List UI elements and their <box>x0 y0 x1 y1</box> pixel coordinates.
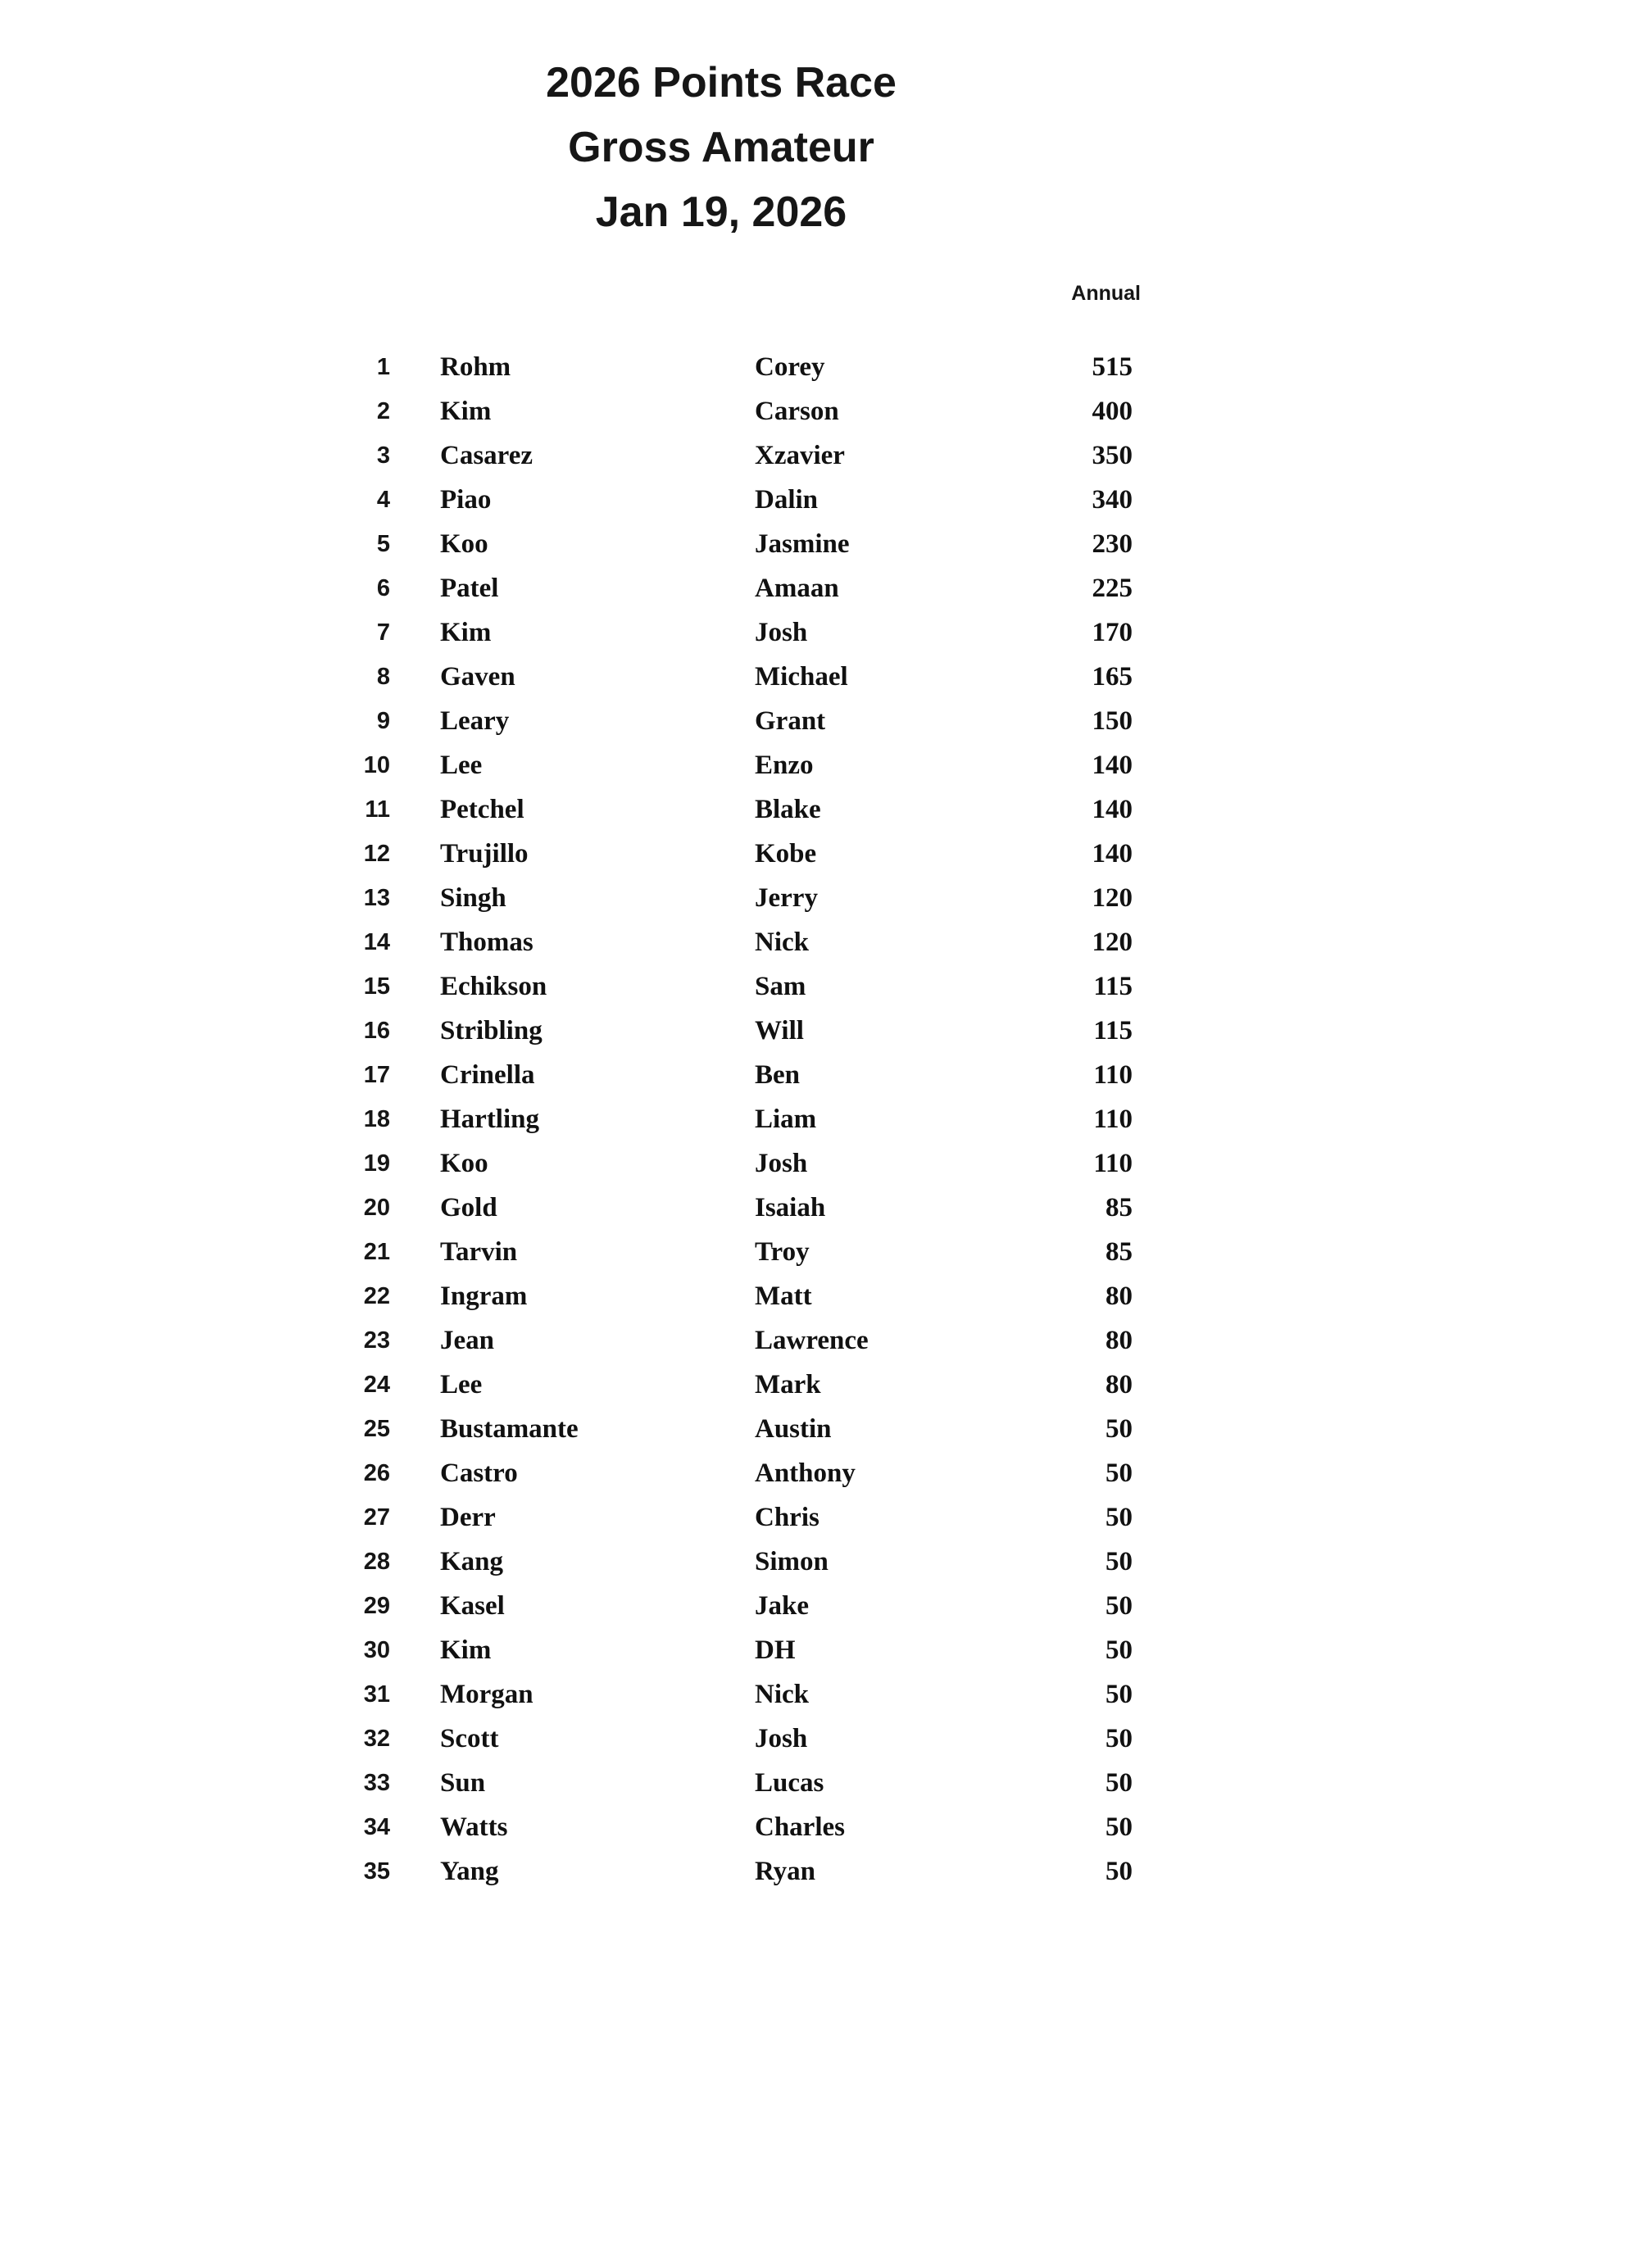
first-name-cell: Mark <box>755 1370 821 1399</box>
first-name-cell: Ryan <box>755 1857 816 1886</box>
first-name-cell: Josh <box>755 618 808 647</box>
points-cell: 50 <box>1106 1680 1133 1709</box>
rank-cell: 14 <box>363 929 390 955</box>
table-row <box>0 1053 1639 1097</box>
last-name-cell: Thomas <box>440 928 533 957</box>
first-name-cell: Amaan <box>755 574 839 603</box>
last-name-cell: Crinella <box>440 1060 535 1090</box>
points-cell: 80 <box>1106 1370 1133 1399</box>
rank-cell: 25 <box>363 1416 390 1442</box>
rank-cell: 29 <box>363 1593 390 1619</box>
document-title: 2026 Points Race <box>546 59 897 107</box>
rank-cell: 7 <box>376 619 390 646</box>
first-name-cell: Lawrence <box>755 1326 869 1355</box>
table-row <box>0 478 1639 522</box>
last-name-cell: Leary <box>440 706 510 736</box>
table-row <box>0 1230 1639 1274</box>
first-name-cell: Lucas <box>755 1768 824 1798</box>
last-name-cell: Piao <box>440 485 492 515</box>
rank-cell: 5 <box>376 531 390 557</box>
first-name-cell: Josh <box>755 1149 808 1178</box>
rank-cell: 11 <box>365 796 390 823</box>
points-cell: 515 <box>1092 352 1133 382</box>
points-cell: 170 <box>1092 618 1133 647</box>
rank-cell: 27 <box>363 1504 390 1531</box>
last-name-cell: Hartling <box>440 1105 539 1134</box>
points-cell: 110 <box>1093 1149 1133 1178</box>
points-cell: 50 <box>1106 1635 1133 1665</box>
table-row <box>0 1274 1639 1318</box>
last-name-cell: Tarvin <box>440 1237 518 1267</box>
table-row <box>0 1407 1639 1451</box>
rank-cell: 34 <box>363 1814 390 1840</box>
last-name-cell: Lee <box>440 751 483 780</box>
table-row <box>0 655 1639 699</box>
rank-cell: 9 <box>376 708 390 734</box>
first-name-cell: Charles <box>755 1812 845 1842</box>
first-name-cell: Anthony <box>755 1458 856 1488</box>
points-cell: 140 <box>1092 751 1133 780</box>
rank-cell: 30 <box>363 1637 390 1663</box>
last-name-cell: Koo <box>440 529 488 559</box>
rank-cell: 4 <box>376 487 390 513</box>
last-name-cell: Gaven <box>440 662 515 692</box>
rank-cell: 2 <box>376 398 390 424</box>
first-name-cell: Michael <box>755 662 848 692</box>
table-row <box>0 345 1639 389</box>
document-date: Jan 19, 2026 <box>595 188 847 236</box>
table-row <box>0 1628 1639 1672</box>
last-name-cell: Koo <box>440 1149 488 1178</box>
rank-cell: 31 <box>363 1681 390 1708</box>
last-name-cell: Gold <box>440 1193 497 1222</box>
first-name-cell: Josh <box>755 1724 808 1753</box>
rank-cell: 24 <box>363 1372 390 1398</box>
first-name-cell: Corey <box>755 352 825 382</box>
rank-cell: 1 <box>376 354 390 380</box>
table-row <box>0 1318 1639 1363</box>
points-cell: 50 <box>1106 1591 1133 1621</box>
last-name-cell: Bustamante <box>440 1414 579 1444</box>
table-row <box>0 1672 1639 1717</box>
table-row <box>0 832 1639 876</box>
rank-cell: 32 <box>363 1726 390 1752</box>
first-name-cell: Isaiah <box>755 1193 826 1222</box>
first-name-cell: DH <box>755 1635 796 1665</box>
table-row <box>0 876 1639 920</box>
rank-cell: 35 <box>363 1858 390 1885</box>
points-cell: 80 <box>1106 1281 1133 1311</box>
table-row <box>0 433 1639 478</box>
rank-cell: 28 <box>363 1549 390 1575</box>
document-subtitle: Gross Amateur <box>568 124 874 171</box>
rank-cell: 23 <box>363 1327 390 1354</box>
last-name-cell: Rohm <box>440 352 511 382</box>
last-name-cell: Petchel <box>440 795 524 824</box>
first-name-cell: Carson <box>755 397 839 426</box>
rank-cell: 16 <box>363 1018 390 1044</box>
first-name-cell: Sam <box>755 972 806 1001</box>
last-name-cell: Kasel <box>440 1591 505 1621</box>
points-cell: 115 <box>1093 972 1133 1001</box>
rank-cell: 21 <box>363 1239 390 1265</box>
points-cell: 50 <box>1106 1547 1133 1576</box>
first-name-cell: Blake <box>755 795 821 824</box>
table-row <box>0 1540 1639 1584</box>
points-cell: 50 <box>1106 1857 1133 1886</box>
points-cell: 80 <box>1106 1326 1133 1355</box>
last-name-cell: Watts <box>440 1812 508 1842</box>
rank-cell: 8 <box>376 664 390 690</box>
first-name-cell: Dalin <box>755 485 819 515</box>
rank-cell: 12 <box>363 841 390 867</box>
last-name-cell: Ingram <box>440 1281 528 1311</box>
points-cell: 110 <box>1093 1105 1133 1134</box>
points-cell: 115 <box>1093 1016 1133 1046</box>
rank-cell: 10 <box>363 752 390 778</box>
table-row <box>0 743 1639 787</box>
table-row <box>0 1761 1639 1805</box>
table-row <box>0 1186 1639 1230</box>
table-row <box>0 522 1639 566</box>
column-header-annual: Annual <box>1071 282 1141 305</box>
table-row <box>0 1451 1639 1495</box>
last-name-cell: Patel <box>440 574 499 603</box>
points-cell: 120 <box>1092 883 1133 913</box>
rank-cell: 19 <box>363 1150 390 1177</box>
table-row <box>0 1141 1639 1186</box>
table-row <box>0 610 1639 655</box>
table-row <box>0 920 1639 964</box>
document-header <box>0 51 1442 245</box>
rank-cell: 33 <box>363 1770 390 1796</box>
first-name-cell: Simon <box>755 1547 829 1576</box>
points-cell: 140 <box>1092 795 1133 824</box>
points-cell: 350 <box>1092 441 1133 470</box>
first-name-cell: Troy <box>755 1237 810 1267</box>
table-row <box>0 1363 1639 1407</box>
rank-cell: 20 <box>363 1195 390 1221</box>
last-name-cell: Kim <box>440 397 492 426</box>
points-cell: 225 <box>1092 574 1133 603</box>
rank-cell: 18 <box>363 1106 390 1132</box>
table-row <box>0 1849 1639 1894</box>
table-row <box>0 787 1639 832</box>
rank-cell: 22 <box>363 1283 390 1309</box>
table-row <box>0 1495 1639 1540</box>
points-cell: 400 <box>1092 397 1133 426</box>
points-cell: 120 <box>1092 928 1133 957</box>
table-row <box>0 699 1639 743</box>
table-row <box>0 566 1639 610</box>
last-name-cell: Jean <box>440 1326 494 1355</box>
points-cell: 165 <box>1092 662 1133 692</box>
last-name-cell: Morgan <box>440 1680 533 1709</box>
first-name-cell: Will <box>755 1016 804 1046</box>
points-cell: 50 <box>1106 1724 1133 1753</box>
last-name-cell: Kang <box>440 1547 504 1576</box>
points-cell: 140 <box>1092 839 1133 869</box>
first-name-cell: Jasmine <box>755 529 850 559</box>
last-name-cell: Sun <box>440 1768 486 1798</box>
points-cell: 50 <box>1106 1503 1133 1532</box>
first-name-cell: Grant <box>755 706 826 736</box>
first-name-cell: Liam <box>755 1105 817 1134</box>
last-name-cell: Singh <box>440 883 506 913</box>
table-row <box>0 389 1639 433</box>
table-row <box>0 1009 1639 1053</box>
last-name-cell: Trujillo <box>440 839 529 869</box>
rank-cell: 13 <box>363 885 390 911</box>
points-cell: 110 <box>1093 1060 1133 1090</box>
last-name-cell: Yang <box>440 1857 499 1886</box>
first-name-cell: Chris <box>755 1503 820 1532</box>
points-cell: 85 <box>1106 1193 1133 1222</box>
standings-table <box>0 345 1639 1894</box>
last-name-cell: Stribling <box>440 1016 543 1046</box>
rank-cell: 3 <box>376 442 390 469</box>
points-cell: 50 <box>1106 1458 1133 1488</box>
table-row <box>0 964 1639 1009</box>
last-name-cell: Derr <box>440 1503 496 1532</box>
last-name-cell: Kim <box>440 618 492 647</box>
first-name-cell: Nick <box>755 928 809 957</box>
first-name-cell: Jerry <box>755 883 818 913</box>
table-row <box>0 1097 1639 1141</box>
first-name-cell: Kobe <box>755 839 817 869</box>
first-name-cell: Austin <box>755 1414 832 1444</box>
table-row <box>0 1717 1639 1761</box>
last-name-cell: Casarez <box>440 441 533 470</box>
last-name-cell: Kim <box>440 1635 492 1665</box>
points-cell: 50 <box>1106 1414 1133 1444</box>
points-cell: 85 <box>1106 1237 1133 1267</box>
points-cell: 50 <box>1106 1812 1133 1842</box>
rank-cell: 26 <box>363 1460 390 1486</box>
first-name-cell: Enzo <box>755 751 814 780</box>
first-name-cell: Jake <box>755 1591 809 1621</box>
points-cell: 230 <box>1092 529 1133 559</box>
table-row <box>0 1805 1639 1849</box>
last-name-cell: Echikson <box>440 972 547 1001</box>
points-cell: 340 <box>1092 485 1133 515</box>
first-name-cell: Matt <box>755 1281 812 1311</box>
last-name-cell: Scott <box>440 1724 499 1753</box>
last-name-cell: Lee <box>440 1370 483 1399</box>
rank-cell: 17 <box>363 1062 390 1088</box>
rank-cell: 6 <box>376 575 390 601</box>
table-row <box>0 1584 1639 1628</box>
points-cell: 150 <box>1092 706 1133 736</box>
first-name-cell: Ben <box>755 1060 801 1090</box>
first-name-cell: Nick <box>755 1680 809 1709</box>
first-name-cell: Xzavier <box>755 441 845 470</box>
points-cell: 50 <box>1106 1768 1133 1798</box>
rank-cell: 15 <box>363 973 390 1000</box>
last-name-cell: Castro <box>440 1458 518 1488</box>
